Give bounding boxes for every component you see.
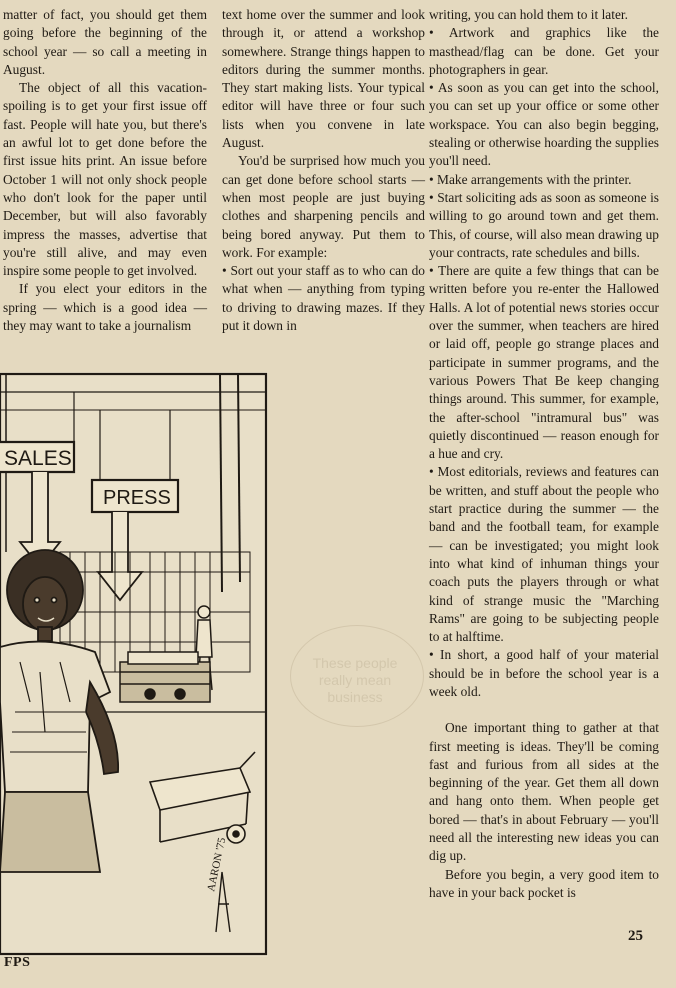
article-paragraph: Before you begin, a very good item to have in your back pocket is xyxy=(429,866,659,900)
bleed-through-text: These people really mean business xyxy=(312,655,398,705)
article-column-right xyxy=(429,6,659,902)
publication-label: FPS xyxy=(4,955,31,970)
page-number: 25 xyxy=(628,928,643,944)
article-bullet: • Make arrangements with the printer. xyxy=(429,171,632,187)
article-column-left xyxy=(3,6,207,335)
printing-press xyxy=(120,652,210,702)
article-bullet: • Artwork and graphics like the masthead/flag can be done. Get your photographers in gear. xyxy=(429,25,659,77)
newsroom-illustration xyxy=(0,372,268,957)
article-paragraph: text home over the summer and look through it, or attend a workshop somewhere. Strange things happen to editors during the summer months. They start making lists. Your typical editor will have three or four such lists when you convene in late August. xyxy=(222,7,425,151)
article-paragraph: writing, you can hold them to it later. xyxy=(429,7,628,22)
article-bullet: • In short, a good half of your material should be in before the school year is a week old. xyxy=(429,647,659,699)
article-paragraph: If you elect your editors in the spring — which is a good idea — they may want to take a journalism xyxy=(3,281,207,334)
article-paragraph: matter of fact, you should get them going before the beginning of the school year — so call a meeting in August. xyxy=(3,7,207,77)
article-bullet: • Sort out your staff as to who can do what when — anything from typing to driving to drawing mazes. If they put it down in xyxy=(222,263,425,334)
signature-text: AARON '75 xyxy=(205,836,229,893)
sales-sign-label: SALES xyxy=(4,447,72,470)
article-column-middle xyxy=(222,6,425,335)
article-bullet: • There are quite a few things that can be written before you re-enter the Hallowed Halls. A lot of potential news stories occur over the summer, when teachers are hired or laid off, people go strange places and participate in summer programs, and the various Powers That Be keep changing things around. This summer, for example, the after-school "intramural bus" was quietly discontinued — reason enough for a hue and cry. xyxy=(429,263,659,462)
article-bullet: • Most editorials, reviews and features can be written, and stuff about the people who start practice during the summer — the band and the football team, for example — can be investigated; you might look into what kind of inhuman things your coach puts the players through or what kind of strange music the "Marching Rams" are going to be subjecting people to at halftime. xyxy=(429,464,659,645)
article-paragraph: You'd be surprised how much you can get done before school starts — when most people are just buying clothes and sharpening pencils and being bored anyway. Put them to work. For example: xyxy=(222,153,425,260)
article-bullet: • Start soliciting ads as soon as someone is willing to go around town and get them. This, of course, will also mean drawing up your contracts, rate schedules and bills. xyxy=(429,189,659,260)
article-bullet: • As soon as you can get into the school, you can set up your office or some other workspace. You can also begin begging, stealing or otherwise hoarding the supplies you'll need. xyxy=(429,80,659,169)
press-sign-label: PRESS xyxy=(103,487,171,509)
article-paragraph: One important thing to gather at that first meeting is ideas. They'll be coming fast and furious from all sides at the beginning of the year. Get them all down and hang onto them. When people get bored — that's in about February — you'll need all the interesting new ideas you can dig up. xyxy=(429,720,659,864)
article-paragraph: The object of all this vacation-spoiling is to get your first issue off fast. People will hate you, but there's an awful lot to get done before the first issue hits print. An issue before October 1 will not only shock people who don't look for the paper until December, but will also favorably impress the masses, advertise that you're still alive, and may even inspire some people to get involved. xyxy=(3,80,207,279)
